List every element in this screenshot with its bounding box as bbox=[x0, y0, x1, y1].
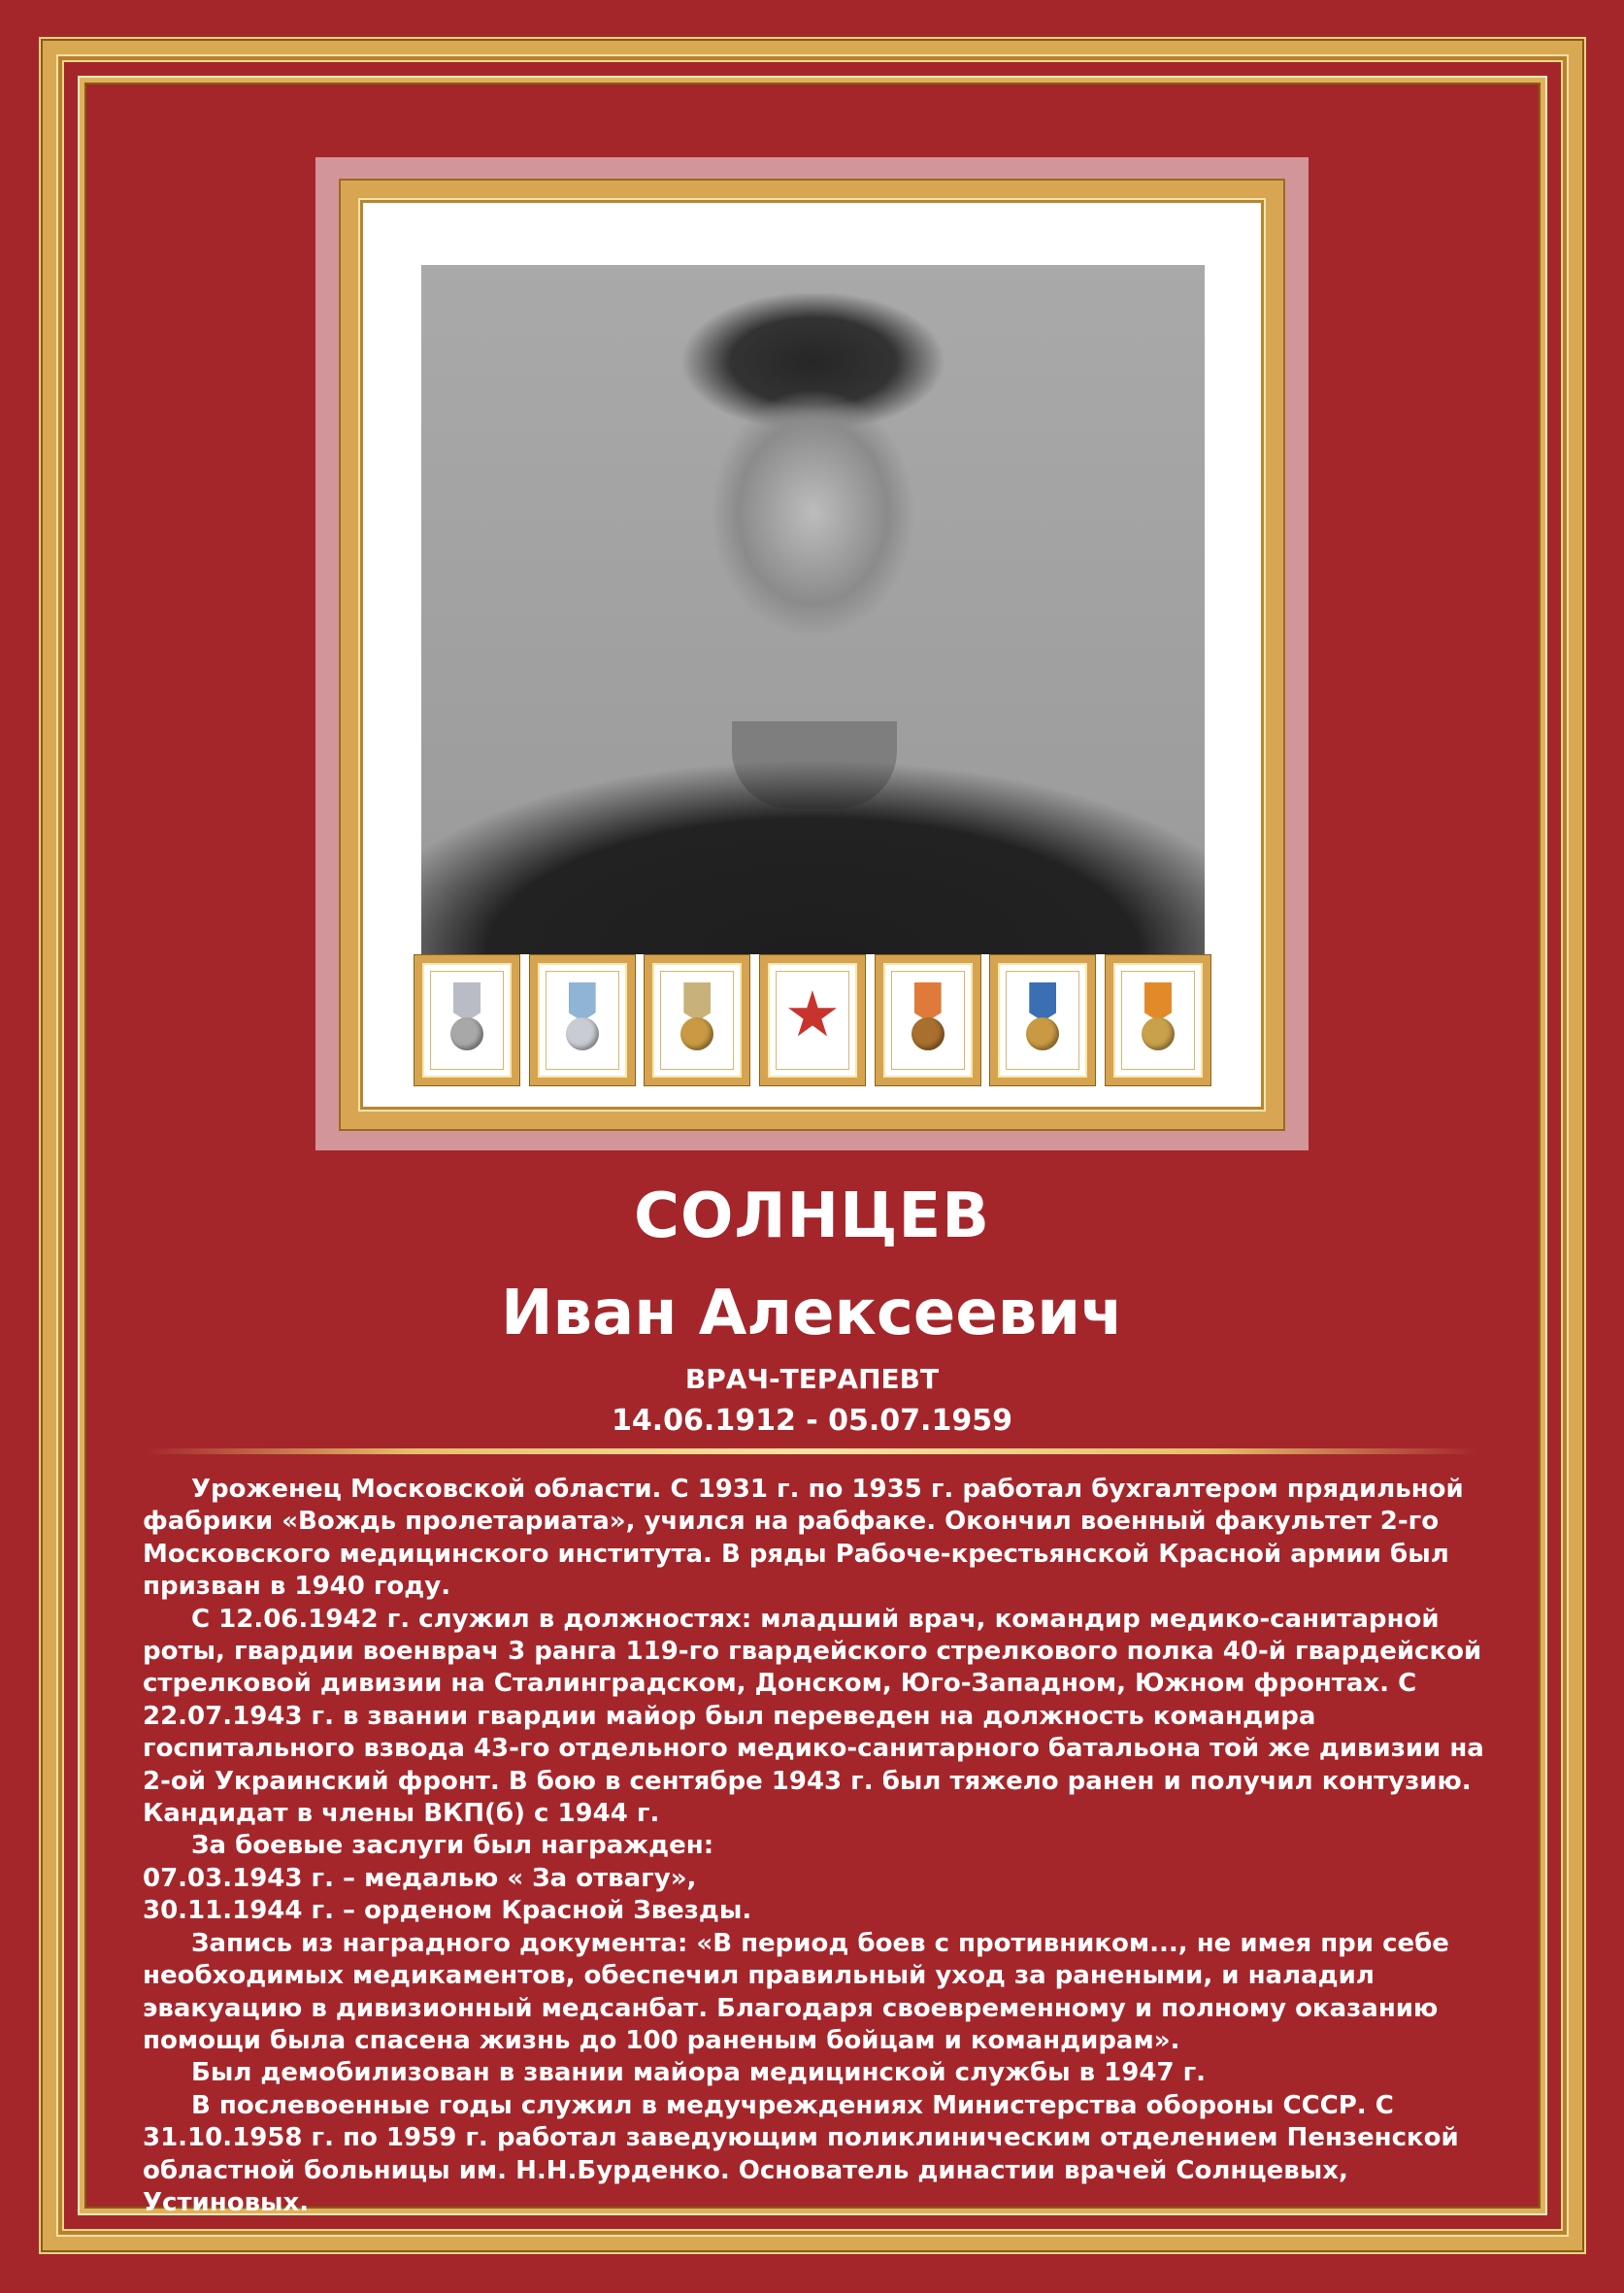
medal-frame-6 bbox=[990, 955, 1095, 1085]
medal-frame-5 bbox=[876, 955, 980, 1085]
bio-paragraph: 07.03.1943 г. – медалью « За отвагу», bbox=[143, 1863, 697, 1893]
portrait-uniform bbox=[421, 750, 1205, 954]
medal-frame-7 bbox=[1106, 955, 1210, 1085]
bio-paragraph: Запись из наградного документа: «В период боев с противником..., не имея при себе необходимых медикаментов, обеспечил правильный уход за ранеными, и наладил эвакуацию в дивизионный медсанбат. Благодаря своевременному и полному оказанию помощи была спасена жизнь до 100 раненым бойцам и командирам». bbox=[143, 1928, 1449, 2055]
portrait-photo bbox=[421, 265, 1205, 954]
medal-frame-4 bbox=[760, 955, 865, 1085]
surname: СОЛНЦЕВ bbox=[634, 1180, 990, 1252]
role: ВРАЧ-ТЕРАПЕВТ bbox=[684, 1363, 940, 1395]
bio-paragraph: Уроженец Московской области. С 1931 г. по 1935 г. работал бухгалтером прядильной фабрики «Вождь пролетариата», учился на рабфаке. Окончил военный факультет 2-го Московского медицинского института. В ряды Рабоче-крестьянской Красной армии был призван в 1940 году. bbox=[143, 1475, 1464, 1602]
bio-paragraph: В послевоенные годы служил в медучреждениях Министерства обороны СССР. С 31.10.1958 г. по 1959 г. работал заведующим поликлиническим отделением Пензенской областной больницы им. Н.Н.Бурденко. Основатель династии врачей Солнцевых, Устиновых. bbox=[143, 2090, 1459, 2217]
medal-frame-1 bbox=[414, 955, 519, 1085]
given-name: Иван Алексеевич bbox=[500, 1278, 1124, 1349]
medal-frame-3 bbox=[645, 955, 749, 1085]
biography bbox=[143, 1474, 1492, 2219]
bio-paragraph: 30.11.1944 г. – орденом Красной Звезды. bbox=[143, 1896, 752, 1926]
life-dates: 14.06.1912 - 05.07.1959 bbox=[612, 1404, 1012, 1438]
bio-paragraph: Был демобилизован в звании майора медицинской службы в 1947 г. bbox=[191, 2058, 1207, 2088]
gold-divider bbox=[146, 1448, 1477, 1454]
bio-paragraph: С 12.06.1942 г. служил в должностях: младший врач, командир медико-санитарной роты, гвардии военврач 3 ранга 119-го гвардейского стрелкового полка 40-й гвардейской стрелковой дивизии на Сталинградском, Донском, Юго-Западном, Южном фронтах. С 22.07.1943 г. в звании гвардии майор был переведен на должность командира госпитального взвода 43-го отдельного медико-санитарного батальона той же дивизии на 2-ой Украинский фронт. В бою в сентябре 1943 г. был тяжело ранен и получил контузию. Кандидат в члены ВКП(б) с 1944 г. bbox=[143, 1604, 1484, 1829]
bio-paragraph: За боевые заслуги был награжден: bbox=[191, 1831, 714, 1861]
medal-row bbox=[414, 955, 1210, 1085]
medal-frame-2 bbox=[530, 955, 635, 1085]
